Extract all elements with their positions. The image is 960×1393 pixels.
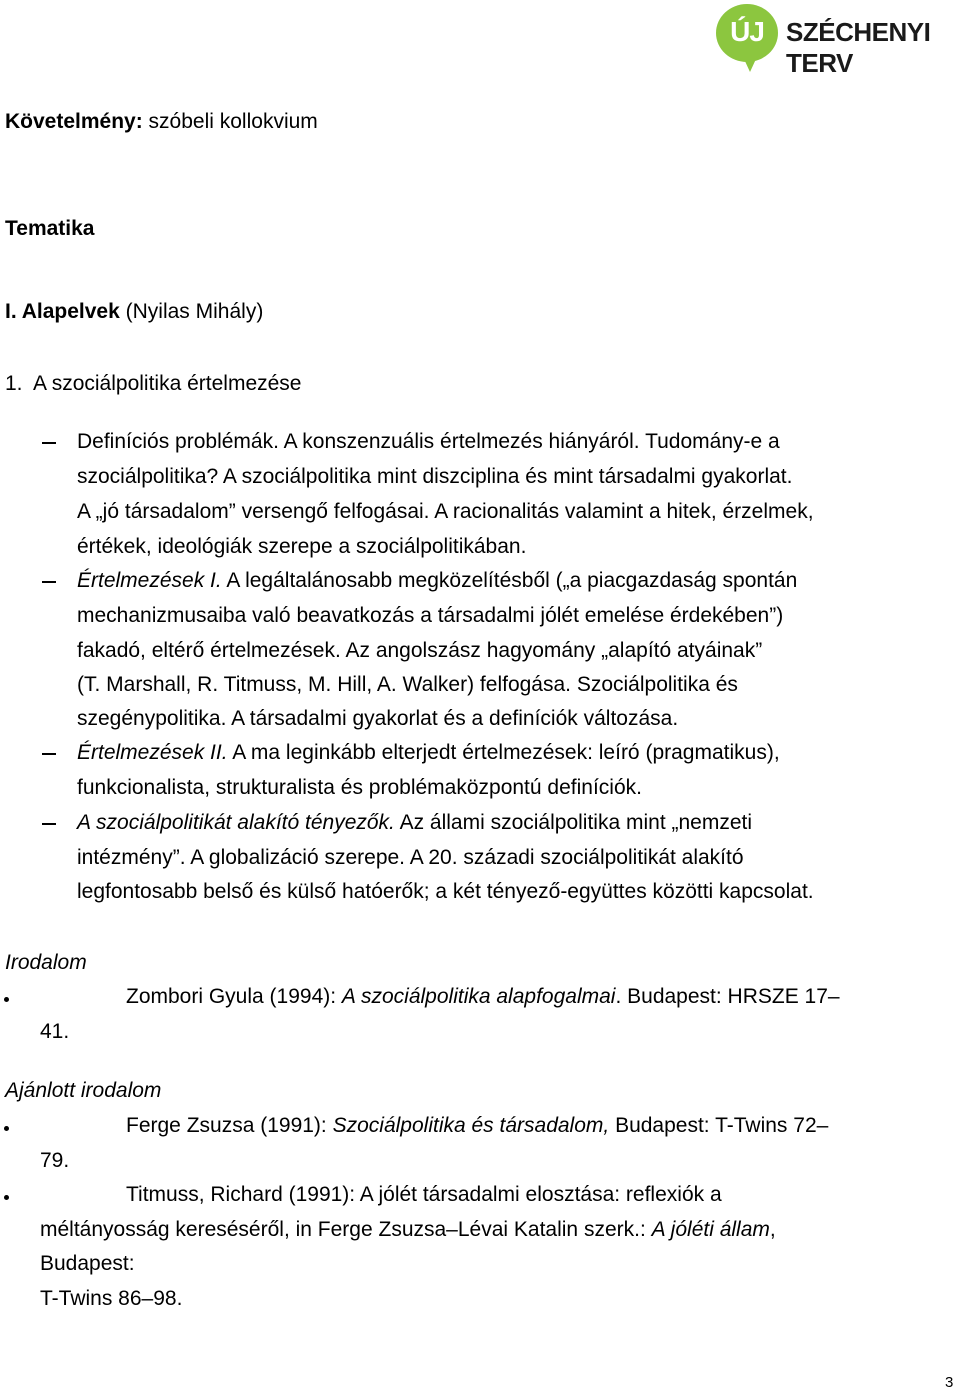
ajanlott-ref-1-cont: 79. — [40, 1149, 70, 1172]
bullet-icon — [4, 1195, 9, 1200]
item-b-line-2: mechanizmusaiba való beavatkozás a társadalmi jólét emelése érdekében”) — [77, 604, 784, 627]
topic-heading: 1. A szociálpolitika értelmezése — [5, 372, 302, 395]
section-heading — [5, 301, 263, 322]
requirement-label: Követelmény: — [5, 110, 143, 133]
item-d-line-3: legfontosabb belső és külső hatóerők; a két tényező-együttes közötti kapcsolat. — [77, 880, 814, 903]
item-a-line-3: A „jó társadalom” versengő felfogásai. A racionalitás valamint a hitek, érzelmek, — [77, 500, 814, 523]
item-b-line-4: (T. Marshall, R. Titmuss, M. Hill, A. Walker) felfogása. Szociálpolitika és — [77, 673, 738, 696]
ajanlott-ref-2-line-4: T-Twins 86–98. — [40, 1287, 183, 1310]
item-b-line-3: fakadó, eltérő értelmezések. Az angolszász hagyomány „alapító atyáinak” — [77, 639, 763, 662]
page-number: 3 — [945, 1374, 954, 1391]
item-a-line-4: értékek, ideológiák szerepe a szociálpolitikában. — [77, 535, 527, 558]
item-d-line-1: A szociálpolitikát alakító tényezők. Az állami szociálpolitika mint „nemzeti — [77, 811, 753, 834]
szechenyi-terv-logo — [712, 0, 960, 78]
dash-icon — [42, 581, 56, 583]
ajanlott-ref-2-line-3: Budapest: — [40, 1252, 135, 1275]
dash-icon — [42, 753, 56, 755]
bullet-icon — [4, 997, 9, 1002]
ajanlott-ref-2-line-1: Titmuss, Richard (1991): A jólét társadalmi elosztása: reflexiók a — [126, 1183, 722, 1206]
item-c-line-2: funkcionalista, strukturalista és problémaközpontú definíciók. — [77, 776, 642, 799]
item-a-line-1: Definíciós problémák. A konszenzuális értelmezés hiányáról. Tudomány-e a — [77, 430, 780, 453]
dash-icon — [42, 442, 56, 444]
irodalom-ref-1: Zombori Gyula (1994): A szociálpolitika alapfogalmai. Budapest: HRSZE 17– — [126, 985, 840, 1008]
dash-icon — [42, 823, 56, 825]
item-d-line-2: intézmény”. A globalizáció szerepe. A 20. századi szociálpolitikát alakító — [77, 846, 744, 869]
logo-uj-text: ÚJ — [730, 16, 764, 47]
item-c-line-1: Értelmezések II. A ma leginkább elterjedt értelmezések: leíró (pragmatikus), — [77, 741, 780, 764]
requirement-value: szóbeli kollokvium — [142, 110, 318, 133]
ajanlott-ref-1: Ferge Zsuzsa (1991): Szociálpolitika és társadalom, Budapest: T-Twins 72– — [126, 1114, 829, 1137]
logo-bubble-tail — [738, 46, 762, 72]
logo-brand-text: SZÉCHENYI TERV — [786, 17, 931, 78]
item-b-line-5: szegénypolitika. A társadalmi gyakorlat és a definíciók változása. — [77, 707, 679, 730]
irodalom-heading: Irodalom — [5, 951, 87, 974]
irodalom-ref-1-cont: 41. — [40, 1020, 70, 1043]
section-label: I. Alapelvek — [5, 300, 120, 323]
tematika-heading: Tematika — [5, 217, 95, 240]
section-author: (Nyilas Mihály) — [119, 300, 264, 323]
ajanlott-ref-2-line-2: méltányosság kereséséről, in Ferge Zsuzsa–Lévai Katalin szerk.: A jóléti állam, — [40, 1218, 776, 1241]
item-a-line-2: szociálpolitika? A szociálpolitika mint diszciplina és mint társadalmi gyakorlat. — [77, 465, 793, 488]
item-b-line-1: Értelmezések I. A legáltalánosabb megközelítésből („a piacgazdaság spontán — [77, 569, 798, 592]
bullet-icon — [4, 1126, 9, 1131]
ajanlott-heading: Ajánlott irodalom — [5, 1079, 162, 1102]
requirement-line — [5, 111, 318, 132]
